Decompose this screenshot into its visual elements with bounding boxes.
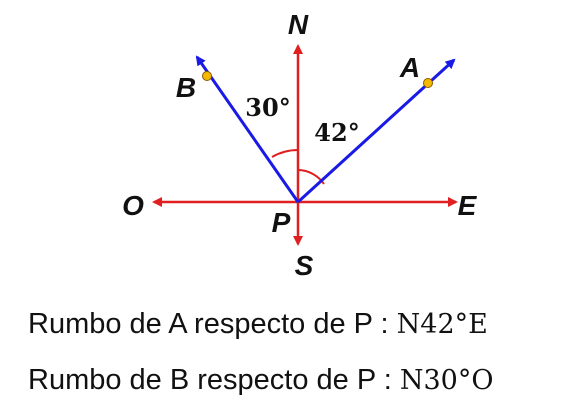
north-label: N [287,9,309,40]
caption-line-b [28,364,493,397]
caption-line-a [28,308,488,341]
caption-a-value: N42°E [396,309,488,340]
angle-arc-b [272,150,298,157]
caption-b-value: N30°O [399,365,494,396]
south-label: S [294,250,314,281]
caption-a-text: Rumbo de A respecto de P : [28,308,389,340]
west-label: O [122,190,144,221]
origin-label: P [271,207,291,238]
angle-b-label: 30° [245,93,291,122]
point-b-label: B [175,72,197,103]
east-label: E [457,190,477,221]
angle-a-label: 42° [314,118,360,147]
point-a-marker [424,79,433,88]
point-b-marker [203,72,212,81]
point-a-label: A [399,52,421,83]
ray-to-b [197,57,298,202]
caption-b-text: Rumbo de B respecto de P : [28,364,392,396]
